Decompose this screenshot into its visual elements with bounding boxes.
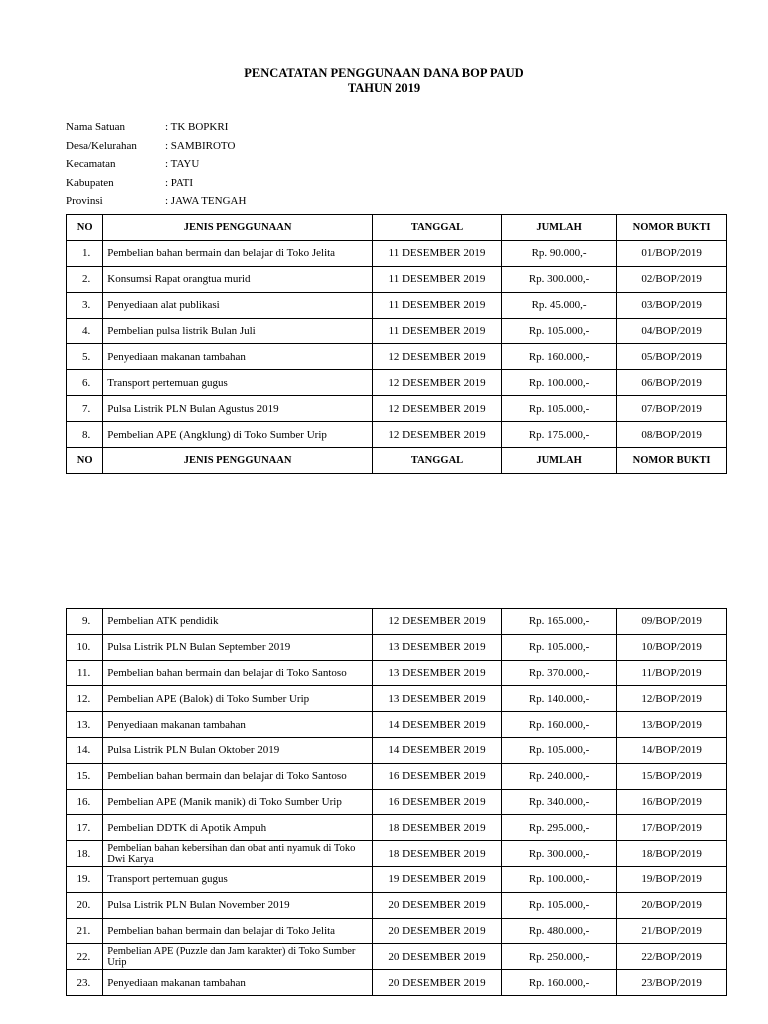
cell-tanggal: 13 DESEMBER 2019 (373, 634, 502, 660)
cell-bukti: 14/BOP/2019 (617, 737, 727, 763)
cell-bukti: 18/BOP/2019 (617, 841, 727, 867)
cell-bukti: 09/BOP/2019 (617, 609, 727, 635)
cell-tanggal: 16 DESEMBER 2019 (373, 789, 502, 815)
header-tanggal: TANGGAL (373, 448, 502, 474)
cell-jumlah: Rp. 140.000,- (502, 686, 617, 712)
cell-tanggal: 13 DESEMBER 2019 (373, 686, 502, 712)
cell-no: 16. (67, 789, 103, 815)
table-row (67, 609, 727, 635)
cell-jumlah: Rp. 295.000,- (502, 815, 617, 841)
cell-tanggal: 12 DESEMBER 2019 (373, 422, 502, 448)
cell-no: 17. (67, 815, 103, 841)
cell-no: 3. (67, 292, 103, 318)
cell-tanggal: 16 DESEMBER 2019 (373, 763, 502, 789)
header-jenis: JENIS PENGGUNAAN (103, 215, 373, 241)
cell-jenis: Pulsa Listrik PLN Bulan Oktober 2019 (103, 737, 373, 763)
cell-no: 7. (67, 396, 103, 422)
cell-bukti: 22/BOP/2019 (617, 944, 727, 970)
cell-jenis: Pembelian bahan bermain dan belajar di Toko Santoso (103, 763, 373, 789)
info-value: : JAWA TENGAH (165, 195, 247, 207)
cell-tanggal: 11 DESEMBER 2019 (373, 292, 502, 318)
cell-no: 11. (67, 660, 103, 686)
header-bukti: NOMOR BUKTI (617, 215, 727, 241)
cell-tanggal: 13 DESEMBER 2019 (373, 660, 502, 686)
cell-jumlah: Rp. 300.000,- (502, 841, 617, 867)
cell-jumlah: Rp. 340.000,- (502, 789, 617, 815)
cell-tanggal: 18 DESEMBER 2019 (373, 815, 502, 841)
cell-jenis: Pembelian DDTK di Apotik Ampuh (103, 815, 373, 841)
cell-jumlah: Rp. 160.000,- (502, 344, 617, 370)
cell-bukti: 15/BOP/2019 (617, 763, 727, 789)
cell-bukti: 02/BOP/2019 (617, 266, 727, 292)
cell-jumlah: Rp. 45.000,- (502, 292, 617, 318)
cell-bukti: 06/BOP/2019 (617, 370, 727, 396)
table-row (67, 318, 727, 344)
table-header-row (67, 215, 727, 241)
info-row-kabupaten (66, 176, 246, 195)
cell-jumlah: Rp. 160.000,- (502, 970, 617, 996)
table-row (67, 841, 727, 867)
cell-jenis: Pembelian pulsa listrik Bulan Juli (103, 318, 373, 344)
cell-tanggal: 20 DESEMBER 2019 (373, 944, 502, 970)
table-row (67, 396, 727, 422)
cell-bukti: 10/BOP/2019 (617, 634, 727, 660)
cell-jenis: Pulsa Listrik PLN Bulan September 2019 (103, 634, 373, 660)
cell-no: 8. (67, 422, 103, 448)
cell-tanggal: 14 DESEMBER 2019 (373, 737, 502, 763)
table-row (67, 240, 727, 266)
cell-jenis: Pembelian bahan bermain dan belajar di Toko Jelita (103, 918, 373, 944)
institution-info (66, 120, 246, 213)
table-row (67, 422, 727, 448)
cell-jenis: Pulsa Listrik PLN Bulan November 2019 (103, 892, 373, 918)
table-row (67, 634, 727, 660)
info-label: Nama Satuan (66, 121, 125, 133)
cell-no: 21. (67, 918, 103, 944)
cell-tanggal: 12 DESEMBER 2019 (373, 609, 502, 635)
expense-table-page1 (66, 214, 727, 474)
cell-jenis: Pembelian bahan bermain dan belajar di Toko Santoso (103, 660, 373, 686)
cell-bukti: 17/BOP/2019 (617, 815, 727, 841)
cell-jenis: Pembelian APE (Manik manik) di Toko Sumber Urip (103, 789, 373, 815)
cell-no: 5. (67, 344, 103, 370)
table-row (67, 344, 727, 370)
cell-jumlah: Rp. 160.000,- (502, 712, 617, 738)
cell-tanggal: 14 DESEMBER 2019 (373, 712, 502, 738)
cell-jumlah: Rp. 105.000,- (502, 634, 617, 660)
table-row (67, 918, 727, 944)
cell-bukti: 05/BOP/2019 (617, 344, 727, 370)
cell-bukti: 11/BOP/2019 (617, 660, 727, 686)
cell-no: 14. (67, 737, 103, 763)
cell-jumlah: Rp. 175.000,- (502, 422, 617, 448)
cell-bukti: 19/BOP/2019 (617, 866, 727, 892)
cell-bukti: 03/BOP/2019 (617, 292, 727, 318)
header-bukti: NOMOR BUKTI (617, 448, 727, 474)
cell-no: 1. (67, 240, 103, 266)
cell-tanggal: 12 DESEMBER 2019 (373, 396, 502, 422)
cell-jumlah: Rp. 370.000,- (502, 660, 617, 686)
cell-jenis: Penyediaan makanan tambahan (103, 712, 373, 738)
table-row (67, 686, 727, 712)
cell-bukti: 08/BOP/2019 (617, 422, 727, 448)
cell-no: 2. (67, 266, 103, 292)
table-row (67, 763, 727, 789)
table-row (67, 789, 727, 815)
cell-bukti: 20/BOP/2019 (617, 892, 727, 918)
cell-jenis: Pembelian APE (Angklung) di Toko Sumber Urip (103, 422, 373, 448)
info-label: Provinsi (66, 195, 103, 207)
cell-jenis: Transport pertemuan gugus (103, 370, 373, 396)
cell-tanggal: 11 DESEMBER 2019 (373, 266, 502, 292)
cell-jenis: Pembelian bahan bermain dan belajar di Toko Jelita (103, 240, 373, 266)
document-title: PENCATATAN PENGGUNAAN DANA BOP PAUD (244, 66, 524, 80)
cell-jenis: Penyediaan alat publikasi (103, 292, 373, 318)
cell-no: 4. (67, 318, 103, 344)
cell-tanggal: 20 DESEMBER 2019 (373, 970, 502, 996)
cell-tanggal: 20 DESEMBER 2019 (373, 918, 502, 944)
cell-tanggal: 11 DESEMBER 2019 (373, 318, 502, 344)
info-value: : PATI (165, 176, 194, 189)
cell-jenis: Penyediaan makanan tambahan (103, 344, 373, 370)
cell-no: 23. (67, 970, 103, 996)
table-footer-header-row (67, 448, 727, 474)
cell-tanggal: 19 DESEMBER 2019 (373, 866, 502, 892)
document-year: TAHUN 2019 (347, 81, 421, 95)
cell-jumlah: Rp. 105.000,- (502, 892, 617, 918)
cell-no: 22. (67, 944, 103, 970)
cell-jumlah: Rp. 250.000,- (502, 944, 617, 970)
table-row (67, 660, 727, 686)
cell-no: 13. (67, 712, 103, 738)
cell-jumlah: Rp. 165.000,- (502, 609, 617, 635)
table-row (67, 866, 727, 892)
cell-jenis: Pulsa Listrik PLN Bulan Agustus 2019 (103, 396, 373, 422)
table-row (67, 737, 727, 763)
cell-jenis: Transport pertemuan gugus (103, 866, 373, 892)
cell-jumlah: Rp. 100.000,- (502, 866, 617, 892)
table-row (67, 944, 727, 970)
cell-jumlah: Rp. 90.000,- (502, 240, 617, 266)
info-row-desa (66, 139, 246, 158)
cell-jumlah: Rp. 105.000,- (502, 318, 617, 344)
header-tanggal: TANGGAL (373, 215, 502, 241)
header-jumlah: JUMLAH (502, 448, 617, 474)
info-row-kecamatan (66, 157, 246, 176)
cell-bukti: 13/BOP/2019 (617, 712, 727, 738)
cell-bukti: 07/BOP/2019 (617, 396, 727, 422)
table-row (67, 266, 727, 292)
cell-no: 6. (67, 370, 103, 396)
cell-jumlah: Rp. 100.000,- (502, 370, 617, 396)
info-row-provinsi (66, 194, 246, 213)
cell-no: 10. (67, 634, 103, 660)
header-jenis: JENIS PENGGUNAAN (103, 448, 373, 474)
cell-no: 9. (67, 609, 103, 635)
cell-bukti: 21/BOP/2019 (617, 918, 727, 944)
cell-bukti: 04/BOP/2019 (617, 318, 727, 344)
table-row (67, 370, 727, 396)
table-row (67, 892, 727, 918)
header-jumlah: JUMLAH (502, 215, 617, 241)
cell-jenis: Pembelian ATK pendidik (103, 609, 373, 635)
cell-no: 15. (67, 763, 103, 789)
table-row (67, 970, 727, 996)
cell-tanggal: 12 DESEMBER 2019 (373, 344, 502, 370)
info-row-nama-satuan (66, 120, 246, 139)
cell-jenis: Pembelian APE (Balok) di Toko Sumber Urip (103, 686, 373, 712)
cell-bukti: 16/BOP/2019 (617, 789, 727, 815)
cell-bukti: 23/BOP/2019 (617, 970, 727, 996)
header-no: NO (67, 448, 103, 474)
cell-jenis: Pembelian APE (Puzzle dan Jam karakter) di Toko Sumber Urip (103, 944, 373, 970)
cell-no: 12. (67, 686, 103, 712)
cell-tanggal: 20 DESEMBER 2019 (373, 892, 502, 918)
cell-bukti: 12/BOP/2019 (617, 686, 727, 712)
expense-table-page2 (66, 608, 727, 996)
cell-tanggal: 18 DESEMBER 2019 (373, 841, 502, 867)
info-label: Kabupaten (66, 176, 114, 189)
table-row (67, 815, 727, 841)
table-row (67, 712, 727, 738)
cell-bukti: 01/BOP/2019 (617, 240, 727, 266)
info-value: : TAYU (165, 158, 200, 170)
cell-jumlah: Rp. 105.000,- (502, 396, 617, 422)
info-value: : TK BOPKRI (165, 121, 229, 133)
header-no: NO (67, 215, 103, 241)
cell-jenis: Pembelian bahan kebersihan dan obat anti nyamuk di Toko Dwi Karya (103, 841, 373, 867)
info-value: : SAMBIROTO (165, 139, 236, 152)
cell-tanggal: 11 DESEMBER 2019 (373, 240, 502, 266)
cell-tanggal: 12 DESEMBER 2019 (373, 370, 502, 396)
cell-jumlah: Rp. 480.000,- (502, 918, 617, 944)
cell-jenis: Penyediaan makanan tambahan (103, 970, 373, 996)
info-label: Kecamatan (66, 158, 116, 170)
info-label: Desa/Kelurahan (66, 139, 137, 152)
cell-jenis: Konsumsi Rapat orangtua murid (103, 266, 373, 292)
cell-no: 18. (67, 841, 103, 867)
cell-no: 20. (67, 892, 103, 918)
cell-jumlah: Rp. 300.000,- (502, 266, 617, 292)
cell-no: 19. (67, 866, 103, 892)
table-row (67, 292, 727, 318)
cell-jumlah: Rp. 240.000,- (502, 763, 617, 789)
cell-jumlah: Rp. 105.000,- (502, 737, 617, 763)
